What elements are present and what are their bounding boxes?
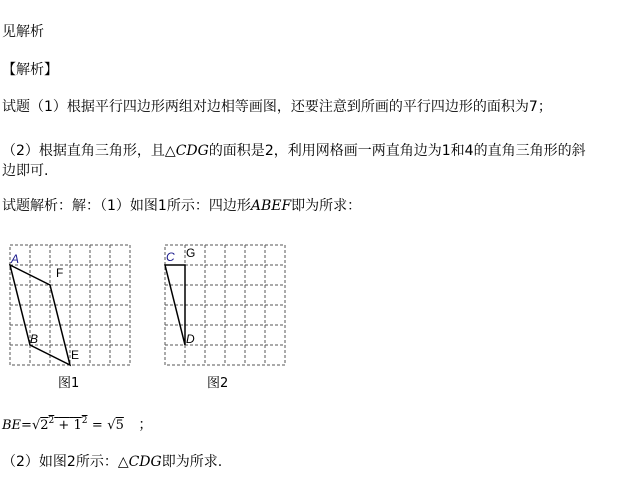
analysis-paragraph-2: （2）根据直角三角形，且△CDG的面积是2，利用网格画一两直角边为1和4的直角三角形的斜 (2, 143, 586, 159)
analysis-paragraph-1: 试题（1）根据平行四边形两组对边相等画图，还要注意到所画的平行四边形的面积为7； (2, 99, 552, 115)
label-C: C (166, 250, 175, 264)
parallelogram-abef (10, 265, 70, 365)
label-A: A (11, 252, 20, 266)
figure-2-grid (163, 243, 287, 371)
label-G: G (186, 246, 196, 260)
figure-2-caption: 图2 (207, 376, 229, 391)
figure-1-grid (8, 243, 132, 371)
label-B: B (30, 332, 39, 346)
figure-1-caption: 图1 (58, 376, 80, 391)
be-length-formula: $BE=√2^2 + 1^2 = √5$ ； (2, 416, 153, 433)
grid-lines-2 (165, 245, 285, 365)
grid-lines-1 (10, 245, 130, 365)
solution-paragraph-2: （2）如图2所示：△CDG即为所求. (2, 454, 223, 470)
label-E: E (71, 348, 80, 362)
label-F: F (56, 266, 64, 280)
analysis-paragraph-2-cont: 边即可. (2, 163, 49, 179)
answer-heading: 见解析 (2, 24, 44, 40)
label-D: D (186, 332, 195, 346)
solution-paragraph-1: 试题解析：解：（1）如图1所示：四边形ABEF即为所求： (2, 198, 362, 214)
section-label: 【解析】 (2, 62, 58, 78)
